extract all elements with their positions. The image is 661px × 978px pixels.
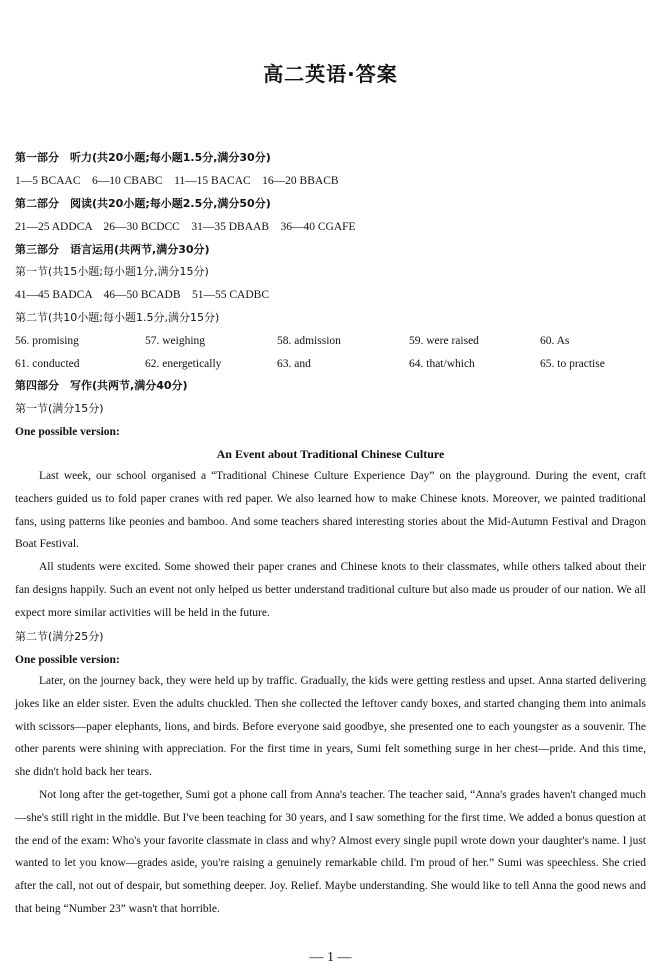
answer-62: 62. energetically bbox=[145, 358, 222, 370]
version-label-2: One possible version: bbox=[15, 654, 120, 666]
part4-header: 第四部分 写作(共两节,满分40分) bbox=[15, 379, 188, 392]
part3-section1-header: 第一节(共15小题;每小题1分,满分15分) bbox=[15, 265, 209, 278]
part1-header: 第一部分 听力(共20小题;每小题1.5分,满分30分) bbox=[15, 151, 271, 164]
part2-answers: 21—25 ADDCA 26—30 BCDCC 31—35 DBAAB 36—40 CGAFE bbox=[15, 221, 356, 233]
essay-title: An Event about Traditional Chinese Culture bbox=[216, 447, 445, 461]
page-number: — 1 — bbox=[309, 950, 352, 965]
answer-58: 58. admission bbox=[277, 335, 341, 347]
answer-56: 56. promising bbox=[15, 335, 79, 347]
answer-65: 65. to practise bbox=[540, 358, 605, 370]
part3-section1-answers: 41—45 BADCA 46—50 BCADB 51—55 CADBC bbox=[15, 289, 269, 301]
essay-paragraph-1: Last week, our school organised a “Traditional Chinese Culture Experience Day” on the playground. During the event, craft teachers guided us to fold paper cranes with red paper. We also learned how to make Chinese knots. Moreover, we painted traditional fans, using patterns like peonies and bamboo. And some teachers shared interesting stories about the Mid-Autumn Festival and Dragon Boat Festival. bbox=[15, 470, 646, 551]
part1-answers: 1—5 BCAAC 6—10 CBABC 11—15 BACAC 16—20 BBACB bbox=[15, 175, 339, 187]
version-label-1: One possible version: bbox=[15, 426, 120, 438]
answer-61: 61. conducted bbox=[15, 358, 80, 370]
answer-64: 64. that/which bbox=[409, 358, 475, 370]
part4-section1-header: 第一节(满分15分) bbox=[15, 402, 104, 415]
story-paragraph-2: Not long after the get-together, Sumi got a phone call from Anna's teacher. The teacher said, “Anna's grades haven't changed much—she's still right in the middle. But I've been teaching for 30 years, and I saw something for the first time. We added a bonus question at the end of the exam: Who's your favorite classmate in class and why? Almost every single pupil wrote down your daughter's name. I just wanted to let you know—grades aside, you're raising a genuinely remarkable child. I'm proud of her.” Sumi was speechless. She cried after the call, not out of despair, but something deeper. Joy. Relief. Maybe understanding. She would like to tell Anna the good news and that being “Number 23” wasn't that horrible. bbox=[15, 789, 646, 915]
story-paragraph-1: Later, on the journey back, they were held up by traffic. Gradually, the kids were getting restless and upset. Anna started delivering jokes like an elder sister. Even the adults chuckled. Then she collected the leftover candy boxes, and started changing them into animals with scissors—paper elephants, lions, and birds. Before everyone said goodbye, she presented one to each youngster as a souvenir. The other parents were shining with appreciation. For the first time in years, Sumi felt something surge in her chest—pride. And this time, she didn't hold back her tears. bbox=[15, 675, 646, 779]
part2-header: 第二部分 阅读(共20小题;每小题2.5分,满分50分) bbox=[15, 197, 271, 210]
answer-60: 60. As bbox=[540, 335, 570, 347]
answer-59: 59. were raised bbox=[409, 335, 479, 347]
page-title: 高二英语·答案 bbox=[263, 62, 398, 86]
essay-paragraph-2: All students were excited. Some showed their paper cranes and Chinese knots to their classmates, while others talked about their fan designs happily. Such an event not only helped us better understand traditional culture but also made us prouder of our nation. We all expect more similar activities will be held in the future. bbox=[15, 561, 646, 619]
answer-63: 63. and bbox=[277, 358, 311, 370]
part4-section2-header: 第二节(满分25分) bbox=[15, 630, 104, 643]
answer-57: 57. weighing bbox=[145, 335, 206, 347]
part3-section2-header: 第二节(共10小题;每小题1.5分,满分15分) bbox=[15, 311, 220, 324]
part3-header: 第三部分 语言运用(共两节,满分30分) bbox=[15, 243, 210, 256]
